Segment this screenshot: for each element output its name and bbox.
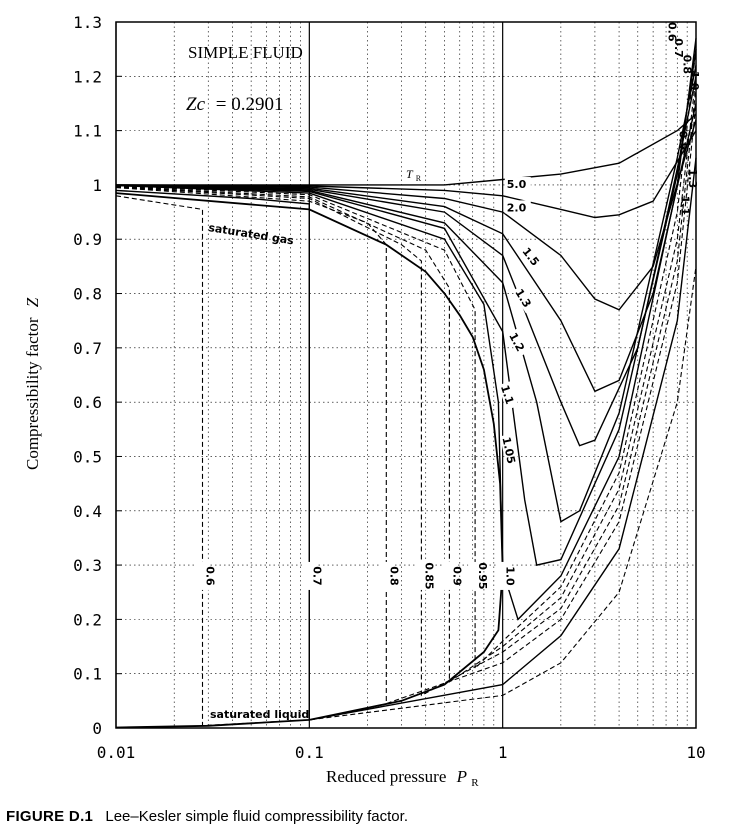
edge-label-0.6: 0.6 [665,22,679,42]
y-axis-var: Z [23,297,42,308]
y-tick-label: 0.9 [73,230,102,250]
y-axis-label [23,297,42,470]
edge-label-0.7: 0.7 [672,38,686,58]
y-tick-label: 0.8 [73,284,102,304]
x-axis-text: Reduced pressure [326,767,447,786]
series-label-1.5: 1.5 [519,245,542,269]
edge-label-1.3: 1.3 [685,168,699,189]
series-label-2.0: 2.0 [506,201,527,215]
figure-caption [6,808,408,825]
series-label-5.0: 5.0 [506,178,527,192]
x-tick-label: 0.1 [294,743,324,762]
series-label-0.9: 0.9 [450,566,464,586]
series-label-0.8: 0.8 [387,566,401,586]
y-tick-label: 0.1 [73,664,102,684]
tr-label [406,167,422,183]
edge-label-0.8: 0.8 [680,54,694,75]
tr-main: T [406,167,413,181]
zc-label [186,94,283,115]
series-label-1.3: 1.3 [512,286,534,311]
tr-sub: R [415,174,422,183]
y-tick-label: 1 [92,175,102,195]
isotherm-curves [116,38,696,725]
chart-title: SIMPLE FLUID [188,43,303,62]
figure-number: FIGURE D.1 [6,808,94,825]
y-tick-label: 0.7 [73,338,102,358]
x-tick-label: 10 [686,743,706,762]
isotherm-0.6 [116,196,696,726]
y-tick-label: 1.2 [73,67,102,87]
zc-var: Zc [186,94,205,115]
series-label-1.05: 1.05 [499,435,518,466]
y-tick-label: 1.3 [73,13,102,32]
y-tick-label: 0.4 [73,501,102,521]
series-label-0.95: 0.95 [476,562,490,590]
edge-label-1.0: 1.0 [687,70,701,91]
series-label-1.2: 1.2 [506,330,527,354]
y-tick-label: 0.2 [73,610,102,630]
series-label-0.6: 0.6 [203,566,217,586]
y-axis-text: Compressibility factor [23,317,42,470]
series-label-1.0: 1.0 [503,566,517,586]
saturated-liquid-label: saturated liquid [210,708,310,721]
y-tick-label: 1.1 [73,121,102,141]
y-tick-label: 0 [92,719,102,738]
series-label-1.1: 1.1 [497,383,517,406]
x-axis-var: P [456,767,468,786]
x-axis-sub: R [471,777,479,789]
axis-ticks [73,13,706,762]
series-label-0.7: 0.7 [310,566,324,586]
y-tick-label: 0.6 [73,393,102,413]
edge-label-0.9: 0.9 [676,130,690,151]
y-tick-label: 0.5 [73,447,102,467]
edge-label-1.1: 1.1 [678,195,692,216]
x-tick-label: 1 [497,743,508,762]
series-label-0.85: 0.85 [422,562,436,590]
figure-text: Lee–Kesler simple fluid compressibility factor. [105,808,408,825]
x-axis-label [326,767,479,789]
x-tick-label: 0.01 [96,743,136,762]
zc-value: = 0.2901 [215,94,284,115]
y-tick-label: 0.3 [73,556,102,576]
saturated-gas-label: saturated gas [207,221,295,248]
